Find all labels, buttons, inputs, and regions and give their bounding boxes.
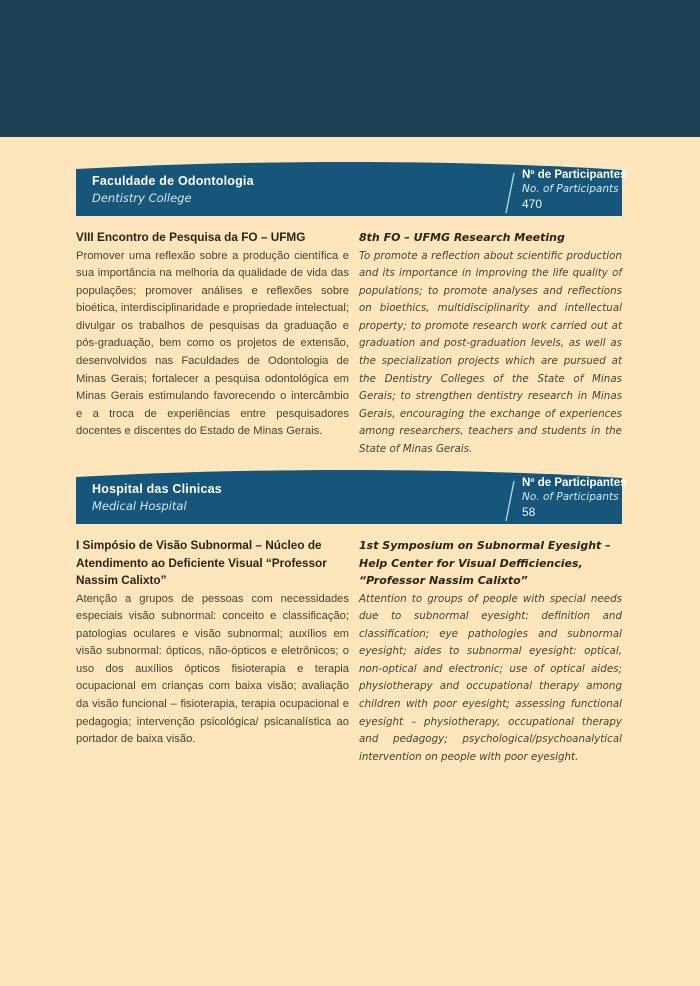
participants-label-en: No. of Participants xyxy=(522,183,619,195)
participants-label-en: No. of Participants xyxy=(522,491,619,503)
institution-titles xyxy=(92,174,254,205)
participants-label-pt: Nº de Participantes xyxy=(522,477,627,489)
institution-title-en: Dentistry College xyxy=(92,191,192,205)
english-column xyxy=(359,229,622,459)
participants-label-pt: Nº de Participantes xyxy=(522,169,627,181)
event-title-en: 8th FO – UFMG Research Meeting xyxy=(359,231,565,244)
portuguese-column xyxy=(76,537,349,766)
event-title-en: 1st Symposium on Subnormal Eyesight – Help Center for Visual Defficiencies, “Professor Nassim Calixto” xyxy=(359,539,611,587)
participants-count: 470 xyxy=(522,197,543,211)
participants-block xyxy=(522,477,627,519)
section-header-bar xyxy=(76,158,627,216)
event-title-pt: VIII Encontro de Pesquisa da FO – UFMG xyxy=(76,230,306,244)
english-column xyxy=(359,537,622,766)
top-navy-band xyxy=(0,0,700,137)
event-description-en: Attention to groups of people with special needs due to subnormal eyesight: definition and classification; eye pathologies and subnormal eyesight; aides to subnormal eyesight: optical, non-optical and electronic; use of optical aides; physiotherapy and occupational therapy among children with poor eyesight; assessing functional eyesight – physiotherapy, occupational therapy and pedagogy; psychological/psychoanalytical intervention on people with poor eyesight. xyxy=(359,592,622,763)
section-medical-hospital xyxy=(76,466,627,766)
event-description-en: To promote a reflection about scientific production and its importance in improving the life quality of populations; to promote analyses and reflections on bioethics, multidisciplinarity and intellectual property; to promote research work carried out at graduation and post-graduation levels, as well as the specialization projects which are pursued at the Dentistry Colleges of the State of Minas Gerais; to strengthen dentistry research in Minas Gerais, encouraging the exchange of experiences among researchers, teachers and students in the State of Minas Gerais. xyxy=(359,249,622,456)
event-description-pt: Promover uma reflexão sobre a produção científica e sua importância na melhoria da qualidade de vida das populações; promover análises e reflexões sobre bioética, interdisciplinaridade e propriedade intelectual; divulgar os trabalhos de pesquisas da graduação e pós-graduação, bem como os projetos de extensão, desenvolvidos nas Faculdades de Odontologia de Minas Gerais; fortalecer a pesquisa odontológica em Minas Gerais estimulando favorecendo o intercâmbio e a troca de experiências entre pesquisadores docentes e discentes do Estado de Minas Gerais. xyxy=(76,249,349,438)
section-dentistry-college xyxy=(76,158,627,459)
portuguese-column xyxy=(76,229,349,459)
institution-title-pt: Faculdade de Odontologia xyxy=(92,174,254,188)
section-content xyxy=(76,229,622,459)
section-header-bar xyxy=(76,466,627,524)
section-content xyxy=(76,537,622,766)
institution-title-en: Medical Hospital xyxy=(92,499,187,513)
event-title-pt: I Simpósio de Visão Subnormal – Núcleo de Atendimento ao Deficiente Visual “Professor Nassim Calixto” xyxy=(76,538,327,587)
institution-titles xyxy=(92,482,222,513)
event-description-pt: Atenção a grupos de pessoas com necessidades especiais visão subnormal: conceito e classificação; patologias oculares e visão subnormal; auxílios em visão subnormal: ópticos, não-ópticos e eletrônicos; o uso dos auxílios ópticos fisioterapia e terapia ocupacional em crianças com baixa visão; avaliação da visão funcional – fisioterapia, terapia ocupacional e pedagogia; intervenção psicológica/ psicanalística ao portador de baixa visão. xyxy=(76,592,349,746)
participants-count: 58 xyxy=(522,505,536,519)
participants-block xyxy=(522,169,627,211)
institution-title-pt: Hospital das Clinicas xyxy=(92,482,222,496)
